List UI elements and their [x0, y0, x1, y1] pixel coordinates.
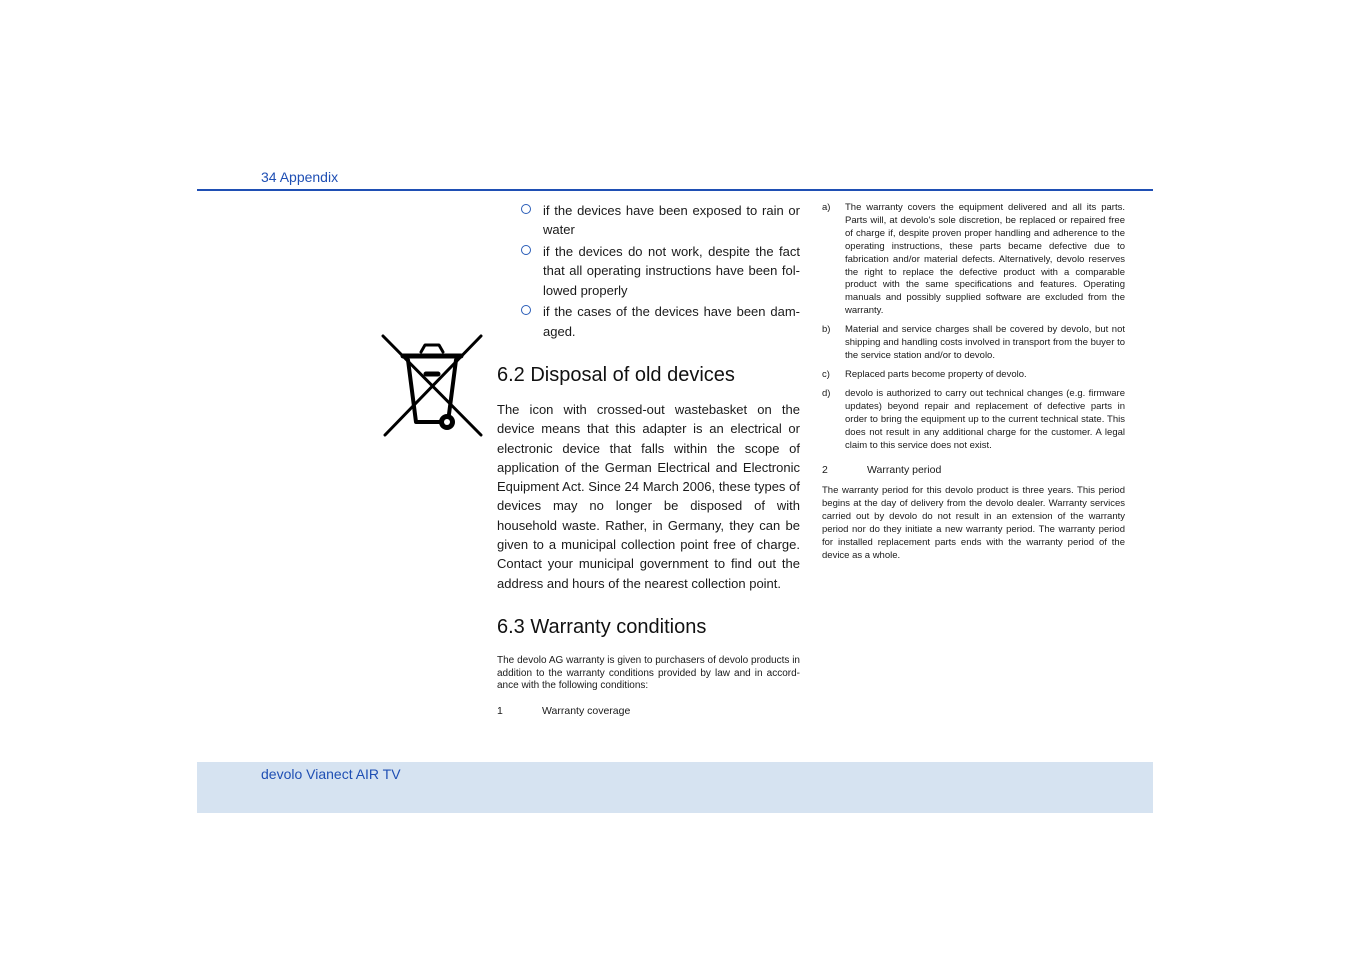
bullet-text: if the devices have been exposed to rain or water — [543, 203, 800, 238]
header-divider — [197, 189, 1153, 191]
item-letter: b) — [822, 324, 831, 335]
item-text: The warranty covers the equipment delivered and all its parts. Parts will, at devolo's sole discretion, be replaced or repaired free of charge if, despite proven proper handling and adherence to the operating instructions, these parts became defective due to fabrication and/or material defects. Alternatively, devolo reserves the right to replace the defective product with a comparable product with the same specifications and features. Operating manuals and possibly supplied software are excluded from the warranty. — [845, 202, 1125, 317]
item-number: 2 — [822, 464, 828, 476]
item-letter: a) — [822, 202, 831, 213]
bullet-text: if the devices do not work, despite the fact that all operating instructions have been followed properly — [543, 244, 800, 298]
circle-bullet-icon — [521, 305, 531, 315]
section-heading-warranty: 6.3 Warranty conditions — [497, 616, 707, 638]
section-heading-disposal: 6.2 Disposal of old devices — [497, 364, 735, 386]
warranty-intro-paragraph: The devolo AG warranty is given to purchasers of devolo products in addition to the warranty conditions provided by law and in accordance with the following conditions: — [497, 655, 800, 692]
crossed-out-wastebasket-icon — [381, 334, 483, 438]
footer-product-name: devolo Vianect AIR TV — [261, 766, 401, 782]
list-item — [822, 202, 1125, 324]
condition-bullet-list — [520, 201, 800, 344]
list-item — [520, 242, 800, 300]
list-item — [822, 324, 1125, 369]
circle-bullet-icon — [521, 245, 531, 255]
item-letter: d) — [822, 388, 831, 399]
bullet-text: if the cases of the devices have been damaged. — [543, 304, 800, 339]
item-number: 1 — [497, 705, 503, 717]
item-text: Material and service charges shall be covered by devolo, but not shipping and handling costs involved in transport from the buyer to the service station and/or to devolo. — [845, 324, 1125, 361]
item-label: Warranty period — [867, 464, 942, 476]
item-text: devolo is authorized to carry out technical changes (e.g. firmware updates) beyond repair and replacement of defective parts in order to bring the equipment up to the current technical state. This does not result in any additional charge for the customer. A legal claim to this service does not exist. — [845, 388, 1125, 451]
list-item — [822, 369, 1125, 388]
list-item — [822, 388, 1125, 453]
circle-bullet-icon — [521, 204, 531, 214]
warranty-coverage-heading — [497, 705, 697, 719]
item-letter: c) — [822, 369, 830, 380]
page-header: 34 Appendix — [261, 169, 339, 185]
item-label: Warranty coverage — [542, 705, 631, 717]
list-item — [520, 302, 800, 341]
list-item — [520, 201, 800, 240]
warranty-period-paragraph: The warranty period for this devolo product is three years. This period begins at the day of delivery from the devolo dealer. Warranty services carried out by devolo do not result in an extension of the warranty period nor do they initiate a new warranty period. The warranty period for installed replacement parts ends with the warranty period of the device as a whole. — [822, 485, 1125, 561]
disposal-paragraph: The icon with crossed-out wastebasket on the device means that this adapter is an electrical or electronic device that falls within the scope of application of the German Electrical and Electronic Equipment Act. Since 24 March 2006, these types of devices may no longer be disposed of with household waste. Rather, in Germany, they can be given to a municipal collection point free of charge. Contact your municipal government to find out the address and hours of the nearest collection point. — [497, 402, 800, 591]
warranty-period-heading — [822, 464, 1022, 478]
item-text: Replaced parts become property of devolo. — [845, 369, 1027, 380]
warranty-coverage-list — [822, 202, 1125, 453]
